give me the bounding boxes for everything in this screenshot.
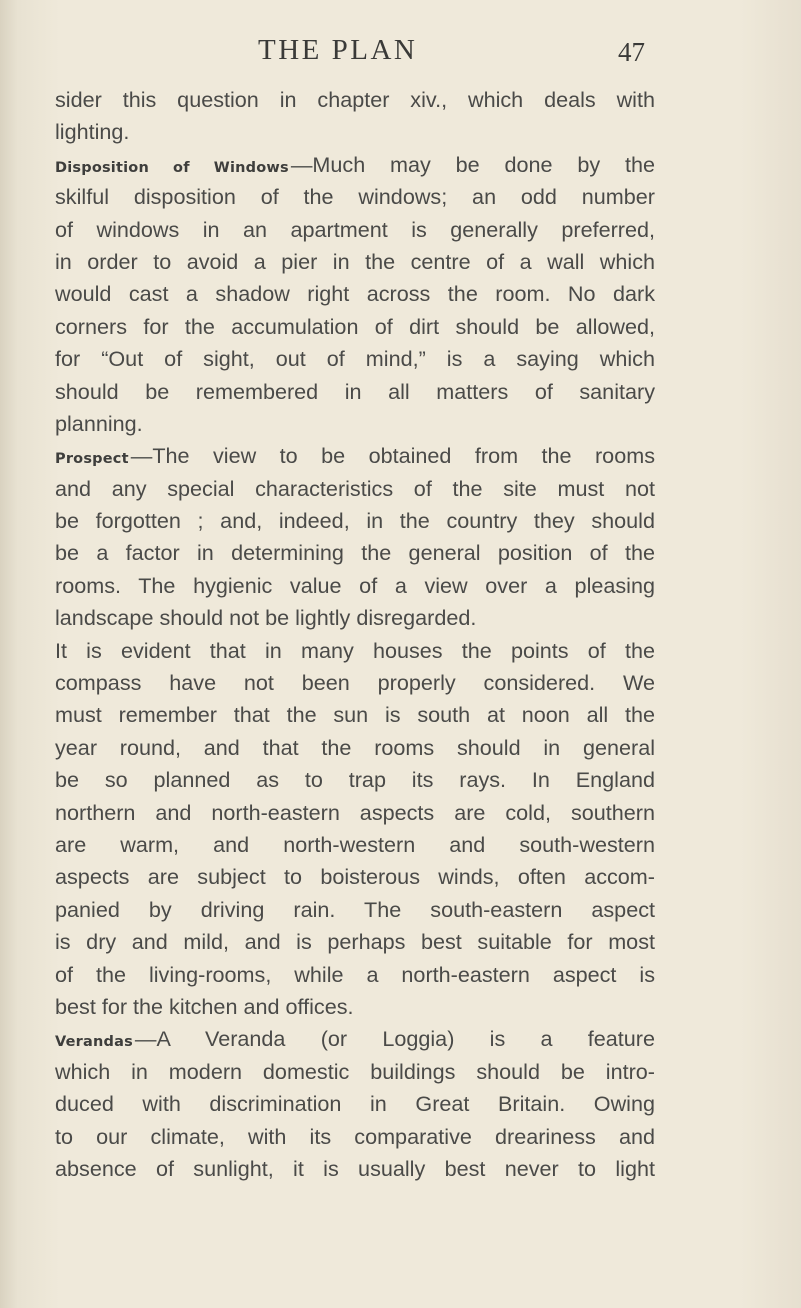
line-text: northern and north-eastern aspects are cold, southern	[55, 799, 655, 825]
text-line	[55, 116, 655, 148]
line-text: and any special characteristics of the site must not	[55, 475, 655, 501]
line-text: which in modern domestic buildings should be intro-	[55, 1058, 655, 1084]
line-text: for “Out of sight, out of mind,” is a saying which	[55, 346, 655, 372]
text-line	[55, 1153, 655, 1185]
text-line	[55, 440, 655, 472]
text-line	[55, 505, 655, 537]
text-line	[55, 311, 655, 343]
line-text: corners for the accumulation of dirt should be allowed,	[55, 313, 655, 339]
text-line	[55, 1056, 655, 1088]
line-text: should be remembered in all matters of sanitary	[55, 378, 655, 404]
text-line	[55, 829, 655, 861]
line-text: landscape should not be lightly disregarded.	[55, 605, 477, 631]
line-text: are warm, and north-western and south-western	[55, 831, 655, 857]
line-text: It is evident that in many houses the points of the	[55, 637, 655, 663]
line-text: be forgotten ; and, indeed, in the country they should	[55, 508, 655, 534]
text-line	[55, 1088, 655, 1120]
text-line	[55, 408, 655, 440]
text-line	[55, 991, 655, 1023]
line-text: in order to avoid a pier in the centre of a wall which	[55, 248, 655, 274]
line-text: skilful disposition of the windows; an odd number	[55, 184, 655, 210]
page-number: 47	[618, 37, 645, 67]
text-line	[55, 959, 655, 991]
side-heading: Prospect	[55, 451, 129, 468]
text-line	[55, 797, 655, 829]
running-title: THE PLAN	[258, 34, 418, 66]
line-text: absence of sunlight, it is usually best never to light	[55, 1155, 655, 1181]
text-line	[55, 84, 655, 116]
text-line	[55, 214, 655, 246]
side-heading: Disposition of Windows	[55, 159, 289, 176]
text-line	[55, 732, 655, 764]
line-text: would cast a shadow right across the room. No dark	[55, 281, 655, 307]
text-line	[55, 149, 655, 181]
text-line	[55, 376, 655, 408]
text-line	[55, 537, 655, 569]
line-text: —A Veranda (or Loggia) is a feature	[134, 1026, 655, 1052]
line-text: to our climate, with its comparative dreariness and	[55, 1123, 655, 1149]
line-text: is dry and mild, and is perhaps best suitable for most	[55, 929, 655, 955]
body-text	[55, 84, 655, 1185]
line-text: be so planned as to trap its rays. In England	[55, 767, 655, 793]
line-text: aspects are subject to boisterous winds, often accom-	[55, 864, 655, 890]
text-line	[55, 699, 655, 731]
text-line	[55, 602, 655, 634]
text-line	[55, 926, 655, 958]
running-head	[0, 30, 801, 70]
line-text: lighting.	[55, 119, 130, 145]
line-text: sider this question in chapter xiv., which deals with	[55, 87, 655, 112]
text-line	[55, 343, 655, 375]
line-text: be a factor in determining the general position of the	[55, 540, 655, 566]
text-line	[55, 894, 655, 926]
text-line	[55, 181, 655, 213]
line-text: must remember that the sun is south at noon all the	[55, 702, 655, 728]
text-line	[55, 764, 655, 796]
line-text: —The view to be obtained from the rooms	[130, 443, 655, 469]
side-heading: Verandas	[55, 1034, 133, 1051]
line-text: best for the kitchen and offices.	[55, 993, 354, 1019]
text-line	[55, 861, 655, 893]
line-text: planning.	[55, 410, 143, 436]
text-line	[55, 1121, 655, 1153]
text-line	[55, 635, 655, 667]
text-line	[55, 278, 655, 310]
line-text: of the living-rooms, while a north-eastern aspect is	[55, 961, 655, 987]
line-text: —Much may be done by the	[290, 151, 655, 177]
line-text: compass have not been properly considered. We	[55, 670, 655, 696]
line-text: rooms. The hygienic value of a view over a pleasing	[55, 572, 655, 598]
text-line	[55, 1023, 655, 1055]
line-text: year round, and that the rooms should in general	[55, 734, 655, 760]
text-line	[55, 246, 655, 278]
text-line	[55, 667, 655, 699]
line-text: duced with discrimination in Great Britain. Owing	[55, 1091, 655, 1117]
line-text: of windows in an apartment is generally preferred,	[55, 216, 655, 242]
line-text: panied by driving rain. The south-eastern aspect	[55, 896, 655, 922]
text-line	[55, 473, 655, 505]
text-line	[55, 570, 655, 602]
